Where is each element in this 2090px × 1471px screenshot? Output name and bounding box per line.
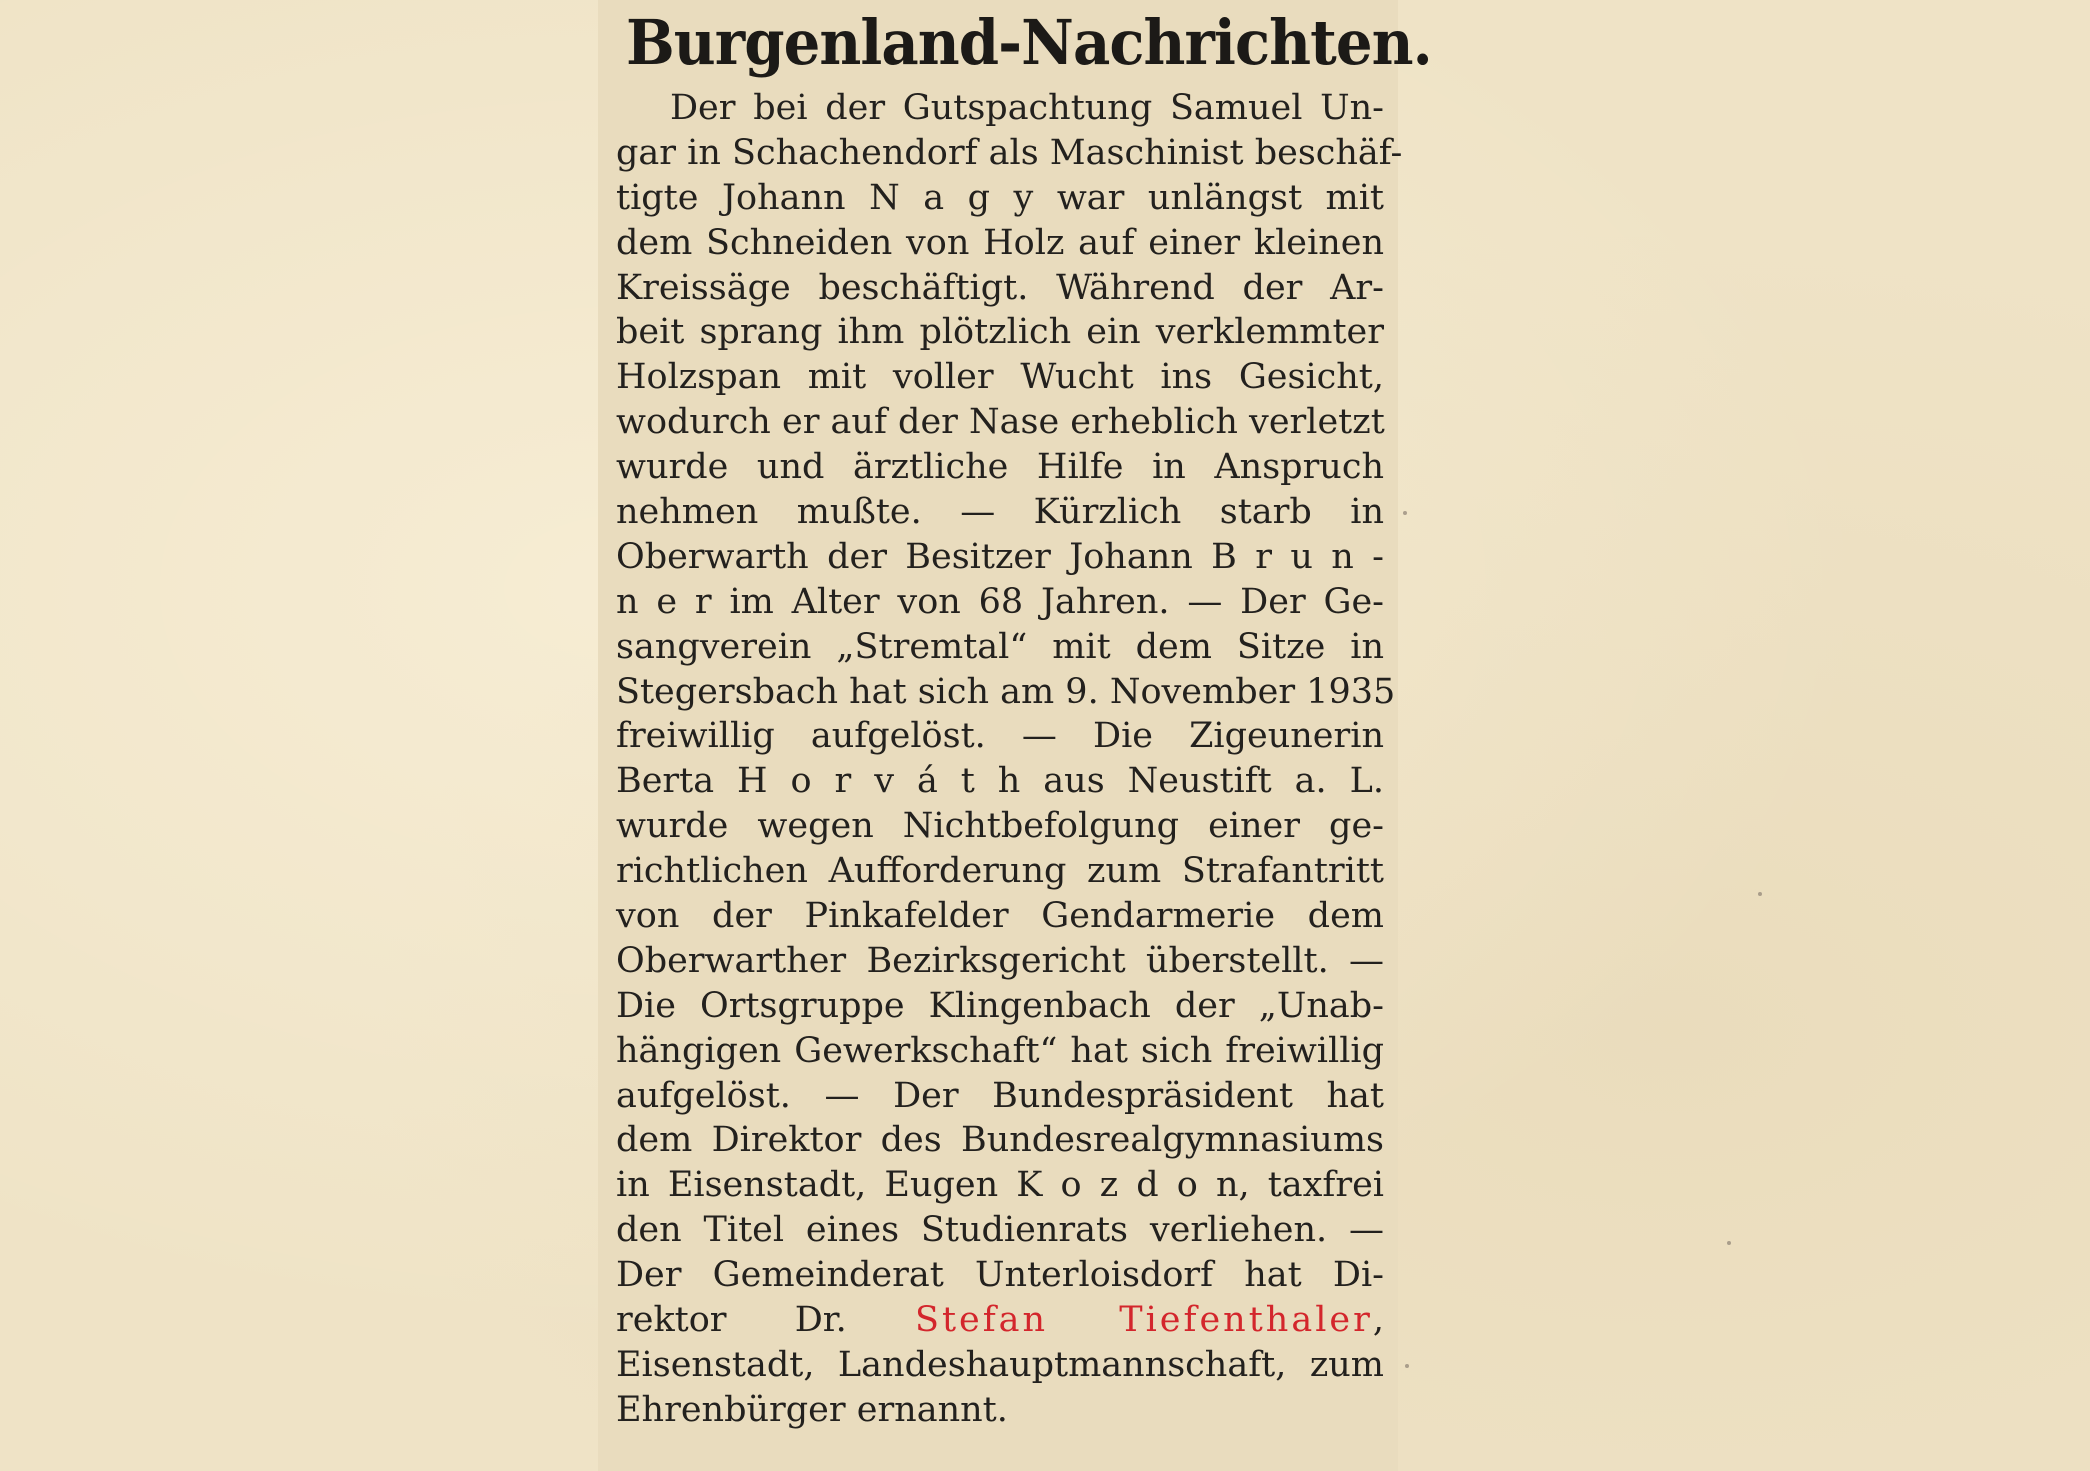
article-line: Eisenstadt, Landeshauptmannschaft, zum <box>616 1344 1384 1385</box>
article-line: Stegersbach hat sich am 9. November 1935 <box>616 671 1396 712</box>
article-line: tigte Johann N a g y war unlängst mit <box>616 177 1384 218</box>
article-line: Kreissäge beschäftigt. Während der Ar- <box>616 267 1384 308</box>
paper-speck <box>1758 892 1762 896</box>
article-line: wodurch er auf der Nase erheblich verletzt <box>616 402 1385 443</box>
article-line: Berta H o r v á t h aus Neustift a. L. <box>616 761 1384 802</box>
article-line: Die Ortsgruppe Klingenbach der „Unab- <box>616 985 1384 1026</box>
paper-speck <box>1403 511 1407 515</box>
article-line: nehmen mußte. — Kürzlich starb in <box>616 492 1384 533</box>
article-line-last: Ehrenbürger ernannt. <box>616 1389 1008 1430</box>
highlighted-name: Stefan Tiefenthaler <box>914 1300 1373 1341</box>
article-line: Oberwarth der Besitzer Johann B r u n - <box>616 536 1384 577</box>
paper-speck <box>1405 1364 1409 1368</box>
article-line: hängigen Gewerkschaft“ hat sich freiwillig <box>616 1030 1384 1071</box>
article-line: in Eisenstadt, Eugen K o z d o n, taxfrei <box>616 1165 1384 1206</box>
article-line: dem Schneiden von Holz auf einer kleinen <box>616 222 1384 263</box>
article-line: den Titel eines Studienrats verliehen. — <box>616 1210 1384 1251</box>
article-line: Der Gemeinderat Unterloisdorf hat Di- <box>616 1255 1384 1296</box>
article-line: Der bei der Gutspachtung Samuel Un- <box>670 88 1384 128</box>
line-prefix: rektor Dr. <box>616 1300 847 1341</box>
article-line: sangverein „Stremtal“ mit dem Sitze in <box>616 626 1384 667</box>
headline: Burgenland-Nachrichten. <box>626 6 1432 79</box>
paper-speck <box>1727 1241 1731 1245</box>
line-suffix: , <box>1372 1300 1384 1341</box>
article-line: richtlichen Aufforderung zum Strafantritt <box>616 851 1384 892</box>
article-line: aufgelöst. — Der Bundespräsident hat <box>616 1075 1384 1116</box>
article-line: gar in Schachendorf als Maschinist beschäf- <box>616 132 1403 173</box>
article-line: von der Pinkafelder Gendarmerie dem <box>616 896 1384 937</box>
article-body <box>616 86 1403 1433</box>
article-line: n e r im Alter von 68 Jahren. — Der Ge- <box>616 581 1384 622</box>
article-line: freiwillig aufgelöst. — Die Zigeunerin <box>616 716 1384 757</box>
article-line-highlight <box>616 1298 1384 1343</box>
article-line: wurde und ärztliche Hilfe in Anspruch <box>616 447 1384 488</box>
article-line: Oberwarther Bezirksgericht überstellt. — <box>616 940 1384 981</box>
article-line: beit sprang ihm plötzlich ein verklemmter <box>616 312 1384 353</box>
article-line: dem Direktor des Bundesrealgymnasiums <box>616 1120 1384 1161</box>
article-line: wurde wegen Nichtbefolgung einer ge- <box>616 806 1384 847</box>
article-line: Holzspan mit voller Wucht ins Gesicht, <box>616 357 1384 398</box>
